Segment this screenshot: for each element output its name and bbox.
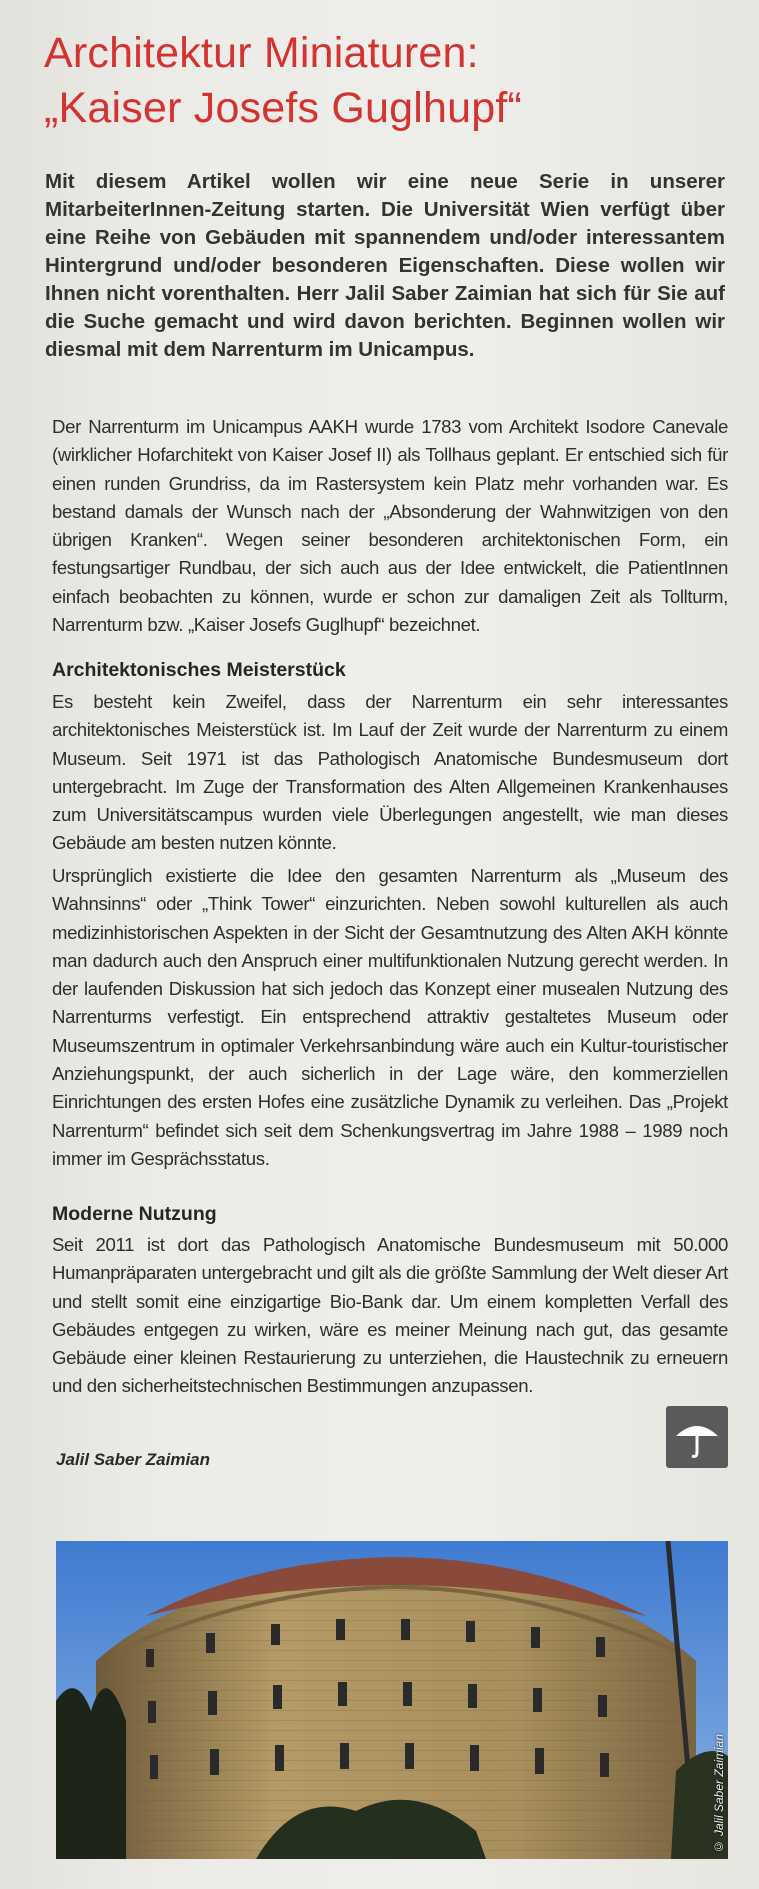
title-line-2: „Kaiser Josefs Guglhupf“ (44, 84, 523, 132)
photo-credit: © Jalil Saber Zaimian (712, 1733, 726, 1853)
author-name: Jalil Saber Zaimian (56, 1450, 211, 1469)
masterpiece-paragraph-1: Es besteht kein Zweifel, dass der Narrenturm ein sehr interessantes architektonisches Meisterstück ist. Im Lauf der Zeit wurde der Narrenturm zu einem Museum. Seit 1971 ist das Pathologisch Anatomische Bundesmuseum dort untergebracht. Im Zuge der Transformation des Alten Allgemeinen Krankenhauses zum Universitätscampus wurden viele Überlegungen angestellt, wie man dieses Gebäude am besten nutzen könnte. (52, 691, 728, 854)
title-line-1: Architektur Miniaturen: (44, 29, 479, 77)
section-heading-masterpiece: Architektonisches Meisterstück (52, 659, 346, 681)
lead-paragraph: Mit diesem Artikel wollen wir eine neue Serie in unserer MitarbeiterInnen-Zeitung starten. Die Universität Wien verfügt über eine Reihe von Gebäuden mit spannendem und/oder interessantem Hintergrund und/oder besonderen Eigenschaften. Diese wollen wir Ihnen nicht vorenthalten. Herr Jalil Saber Zaimian hat sich für Sie auf die Suche gemacht und wird davon berichten. Beginnen wollen wir diesmal mit dem Narrenturm im Unicampus. (45, 170, 725, 361)
narrenturm-photo (56, 1541, 728, 1859)
section-heading-modern-use: Moderne Nutzung (52, 1203, 217, 1225)
modern-use-paragraph: Seit 2011 ist dort das Pathologisch Anatomische Bundesmuseum mit 50.000 Humanpräparaten untergebracht und gilt als die größte Sammlung der Welt dieser Art und stellt somit eine einzigartige Bio-Bank dar. Um einem kompletten Verfall des Gebäudes entgegen zu wirken, wäre es meiner Meinung nach gut, das gesamte Gebäude einer kleinen Restaurierung zu unterziehen, die Haustechnik zu erneuern und den sicherheitstechnischen Bestimmungen anzupassen. (52, 1234, 728, 1397)
intro-paragraph: Der Narrenturm im Unicampus AAKH wurde 1783 vom Architekt Isodore Canevale (wirklicher Hofarchitekt von Kaiser Josef II) als Tollhaus geplant. Er entschied sich für einen runden Grundriss, da im Rastersystem kein Platz mehr vorhanden war. Es bestand damals der Wunsch nach der „Absonderung der Wahnwitzigen von den übrigen Kranken“. Wegen seiner besonderen architektonischen Form, ein festungsartiger Rundbau, der sich auch aus der Idee entwickelt, die PatientInnen einfach beobachten zu können, wurde er schon zur damaligen Zeit als Tollturm, Narrenturm bzw. „Kaiser Josefs Guglhupf“ bezeichnet. (52, 416, 728, 636)
narrenturm-illustration (56, 1541, 728, 1859)
article-title (44, 26, 734, 136)
masterpiece-paragraph-2: Ursprünglich existierte die Idee den gesamten Narrenturm als „Museum des Wahnsinns“ oder „Think Tower“ einzurichten. Neben sowohl kulturellen als auch medizinhistorischen Aspekten in der Sicht der Gesamtnutzung des Alten AKH könnte man dadurch auch den Anspruch einer multifunktionalen Nutzung gerecht werden. In der laufenden Diskussion hat sich jedoch das Konzept einer musealen Nutzung des Narrenturms verfestigt. Ein entsprechend attraktiv gestaltetes Museum oder Museumszentrum in optimaler Verkehrsanbindung wäre auch ein Kultur-touristischer Anziehungspunkt, der auch sicherlich in der Lage wäre, den kommerziellen Einrichtungen des ersten Hofes eine zusätzliche Dynamik zu verleihen. Das „Projekt Narrenturm“ befindet sich seit dem Schenkungsvertrag im Jahre 1988 – 1989 noch immer im Gesprächsstatus. (52, 865, 728, 1169)
umbrella-icon (666, 1406, 728, 1468)
